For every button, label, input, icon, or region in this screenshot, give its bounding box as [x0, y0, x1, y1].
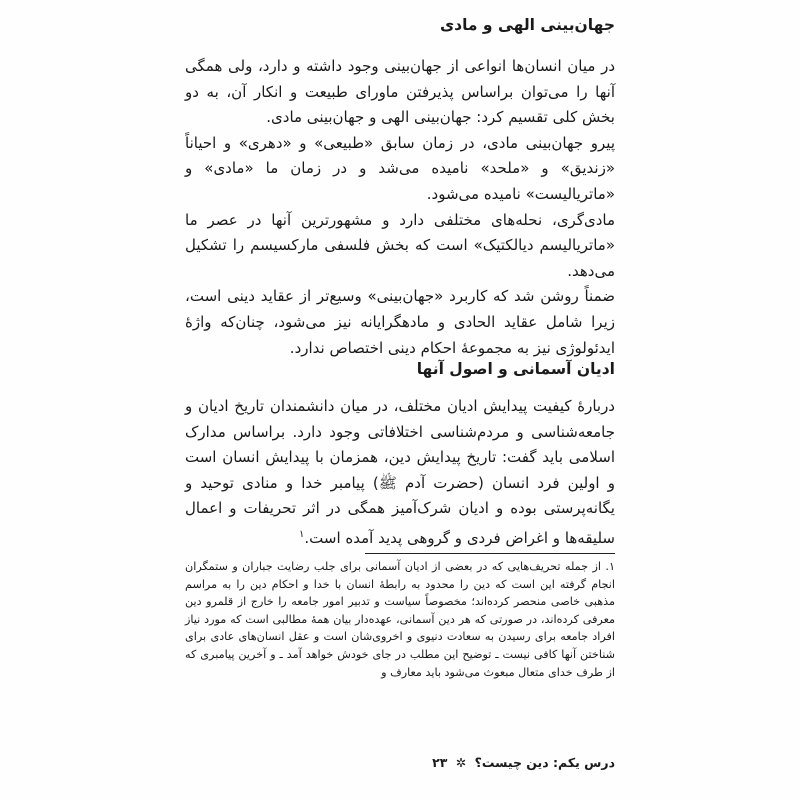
section-heading-worldviews: جهان‌بینی الهی و مادی [439, 16, 615, 34]
page-footer [432, 755, 615, 770]
paragraph [185, 394, 615, 552]
section-heading-divine-religions: ادیان آسمانی و اصول آنها [416, 360, 615, 378]
section-worldviews-body [185, 54, 615, 361]
section-divine-religions-body [185, 394, 615, 552]
paragraph: پیرو جهان‌بینی مادی، در زمان سابق «طبیعی» و «دهری» و احیاناً «زندیق» و «ملحد» نامیده می‌شد و در زمان ما «مادی» و «ماتریالیست» نامیده می‌شود. [185, 133, 615, 203]
page-number: ۲۳ [432, 755, 448, 770]
running-title: درس یکم: دین چیست؟ [474, 755, 615, 770]
paragraph: مادی‌گری، نحله‌های مختلفی دارد و مشهورترین آنها در عصر ما «ماتریالیسم دیالکتیک» است که بخش فلسفی مارکسیسم را تشکیل می‌دهد. [185, 210, 615, 280]
paragraph-text: دربارهٔ کیفیت پیدایش ادیان مختلف، در میان دانشمندان تاریخ ادیان و جامعه‌شناسی و مردم‌شناسی اختلافاتی وجود دارد. براساس مدارک اسلامی باید گفت: تاریخ پیدایش دین، همزمان با پیدایش انسان است و اولین فرد انسان (حضرت آدم ﷺ) پیامبر خدا و منادی توحید و یگانه‌پرستی بوده و ادیان شرک‌آمیز همگی در اثر تحریفات و اعمال سلیقه‌ها و اغراض فردی و گروهی پدید آمده است. [185, 397, 615, 547]
footnote-marker: ۱ [299, 528, 305, 540]
paragraph: در میان انسان‌ها انواعی از جهان‌بینی وجود داشته و دارد، ولی همگی آنها را می‌توان براساس پذیرفتن ماورای طبیعت و انکار آن، به دو بخش کلی تقسیم کرد: جهان‌بینی الهی و جهان‌بینی مادی. [185, 57, 615, 127]
separator-star-icon: ✲ [455, 755, 467, 770]
footnote-divider [365, 553, 615, 554]
paragraph: ضمناً روشن شد که کاربرد «جهان‌بینی» وسیع‌تر از عقاید دینی است، زیرا شامل عقاید الحادی و مادهگرایانه نیز می‌شود، چنان‌که واژهٔ ایدئولوژی نیز به مجموعهٔ احکام دینی اختصاص ندارد. [185, 287, 615, 357]
footnote: ۱. از جمله تحریف‌هایی که در بعضی از ادیان آسمانی برای جلب رضایت جباران و ستمگران انجام گرفته این است که دین را محدود به رابطهٔ انسان با خدا و احکام دین را به مراسم مذهبی خاصی منحصر کرده‌اند؛ مخصوصاً سیاست و تدبیر امور جامعه را خارج از قلمرو دین معرفی کرده‌اند، در صورتی که هر دین آسمانی، عهده‌دار بیان همهٔ مطالبی است که مورد نیاز افراد جامعه برای رسیدن به سعادت دنیوی و اخروی‌شان است و عقل انسان‌های عادی برای شناختن آنها کافی نیست ـ توضیح این مطلب در جای خودش خواهد آمد ـ و آخرین پیامبری که از طرف خدای متعال مبعوث می‌شود باید معارف و [185, 560, 615, 679]
